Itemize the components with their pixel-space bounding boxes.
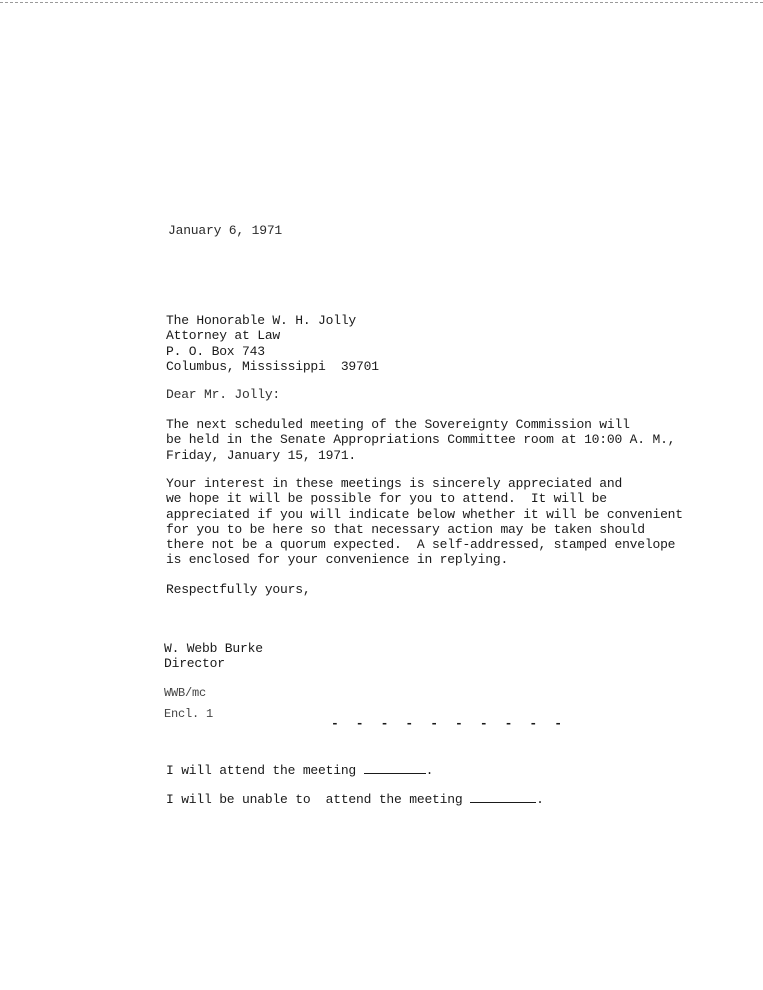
paragraph-attendance-request xyxy=(166,476,683,568)
recipient-address xyxy=(166,313,379,374)
paragraph-line: Your interest in these meetings is sincerely appreciated and xyxy=(166,476,623,491)
signer-name: W. Webb Burke xyxy=(164,641,263,656)
recipient-line: Columbus, Mississippi 39701 xyxy=(166,358,379,374)
tear-off-divider: - - - - - - - - - - xyxy=(331,716,567,731)
page-top-edge xyxy=(0,2,763,3)
paragraph-line: Friday, January 15, 1971. xyxy=(166,447,357,463)
unable-blank[interactable] xyxy=(470,791,536,803)
closing: Respectfully yours, xyxy=(166,582,311,597)
recipient-line: P. O. Box 743 xyxy=(166,343,265,359)
paragraph-line: be held in the Senate Appropriations Committee room at 10:00 A. M., xyxy=(166,432,676,448)
paragraph-meeting-notice xyxy=(166,417,675,463)
signer-title: Director xyxy=(164,656,225,672)
letter-date: January 6, 1971 xyxy=(168,223,283,238)
paragraph-line: there not be a quorum expected. A self-addressed, stamped envelope xyxy=(166,537,676,553)
reply-attend-period: . xyxy=(425,763,434,778)
paragraph-line: appreciated if you will indicate below whether it will be convenient xyxy=(166,506,683,522)
reply-unable-line xyxy=(166,791,544,807)
attend-blank[interactable] xyxy=(364,762,426,774)
reply-attend-text: I will attend the meeting xyxy=(166,763,364,778)
salutation: Dear Mr. Jolly: xyxy=(166,387,281,402)
recipient-line: The Honorable W. H. Jolly xyxy=(166,313,357,328)
paragraph-line: for you to be here so that necessary action may be taken should xyxy=(166,521,645,537)
reply-unable-period: . xyxy=(536,792,544,807)
signature-block xyxy=(164,641,263,672)
paragraph-line: The next scheduled meeting of the Sovereignty Commission will xyxy=(166,417,630,432)
paragraph-line: is enclosed for your convenience in replying. xyxy=(166,552,509,568)
reply-attend-line xyxy=(166,762,433,778)
reply-unable-text: I will be unable to attend the meeting xyxy=(166,792,471,807)
paragraph-line: we hope it will be possible for you to attend. It will be xyxy=(166,491,607,507)
recipient-line: Attorney at Law xyxy=(166,328,281,344)
enclosure-note: Encl. 1 xyxy=(164,707,214,721)
typist-initials: WWB/mc xyxy=(164,686,207,700)
